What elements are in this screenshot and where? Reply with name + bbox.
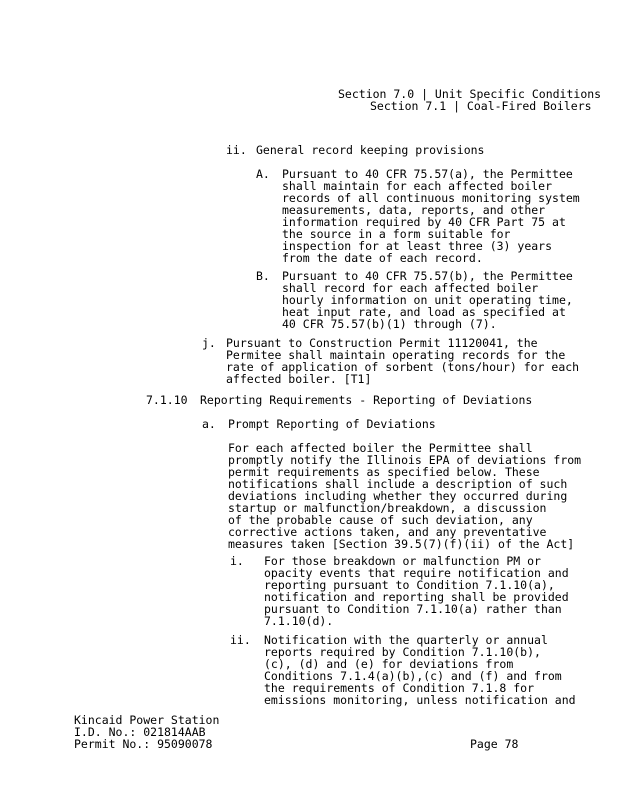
footer-id-number: I.D. No.: 021814AAB [74, 725, 206, 739]
item-A-line: records of all continuous monitoring system [282, 191, 580, 205]
section-title: Section 7.0 | Unit Specific Conditions [338, 87, 602, 101]
item-a-line: measures taken [Section 39.5(7)(f)(ii) of the Act] [228, 537, 575, 551]
sub-i-line: notification and reporting shall be provided [264, 590, 569, 604]
item-B-line: Pursuant to 40 CFR 75.57(b), the Permittee [282, 269, 573, 283]
item-a-line: permit requirements as specified below. These [228, 465, 540, 479]
item-a-line: startup or malfunction/breakdown, a discussion [228, 501, 547, 515]
item-B-line: hourly information on unit operating time, [282, 293, 573, 307]
sub-i-line: 7.1.10(d). [264, 614, 334, 628]
item-A-line: inspection for at least three (3) years [282, 239, 553, 253]
item-A-line: measurements, data, reports, and other [282, 203, 546, 217]
item-A-paragraph [282, 168, 580, 264]
item-A-line: shall maintain for each affected boiler [282, 179, 553, 193]
sub-i-line: For those breakdown or malfunction PM or [264, 554, 541, 568]
footer-permit-number: Permit No.: 95090078 [74, 737, 213, 751]
item-a-line: promptly notify the Illinois EPA of deviations from [228, 453, 582, 467]
sub-ii-paragraph [264, 634, 576, 706]
item-A-line: Pursuant to 40 CFR 75.57(a), the Permittee [282, 167, 573, 181]
sub-ii-line: (c), (d) and (e) for deviations from [264, 657, 514, 671]
sub-i-label: i. [230, 554, 244, 568]
item-ii-label: ii. [226, 143, 247, 157]
footer-facility: Kincaid Power Station [74, 713, 220, 727]
item-B-line: heat input rate, and load as specified at [282, 305, 566, 319]
item-j-line: Permitee shall maintain operating records for the [226, 348, 566, 362]
item-a-paragraph [228, 442, 581, 550]
item-A-line: from the date of each record. [282, 251, 483, 265]
item-A-line: information required by 40 CFR Part 75 at [282, 215, 566, 229]
page-number: Page 78 [470, 737, 519, 751]
sub-ii-label: ii. [230, 633, 251, 647]
sub-ii-line: reports required by Condition 7.1.10(b), [264, 645, 541, 659]
item-a-line: notifications shall include a description of such [228, 477, 568, 491]
item-B-line: 40 CFR 75.57(b)(1) through (7). [282, 317, 497, 331]
sub-i-line: pursuant to Condition 7.1.10(a) rather than [264, 602, 562, 616]
sub-i-line: opacity events that require notification and [264, 566, 569, 580]
item-a-heading: Prompt Reporting of Deviations [228, 417, 436, 431]
item-a-line: corrective actions taken, and any preventative [228, 525, 547, 539]
item-a-line: of the probable cause of such deviation, any [228, 513, 533, 527]
item-j-label: j. [202, 336, 216, 350]
item-ii-heading: General record keeping provisions [256, 143, 485, 157]
sub-ii-line: Notification with the quarterly or annual [264, 633, 548, 647]
item-j-line: rate of application of sorbent (tons/hour) for each [226, 360, 580, 374]
item-B-paragraph [282, 270, 573, 330]
item-A-label: A. [256, 167, 270, 181]
sub-ii-line: emissions monitoring, unless notification and [264, 693, 576, 707]
section-7-1-10-number: 7.1.10 [146, 393, 188, 407]
sub-i-paragraph [264, 555, 569, 627]
subsection-title: Section 7.1 | Coal-Fired Boilers [370, 99, 592, 113]
item-a-line: deviations including whether they occurred during [228, 489, 568, 503]
item-a-line: For each affected boiler the Permittee shall [228, 441, 533, 455]
sub-i-line: reporting pursuant to Condition 7.1.10(a), [264, 578, 555, 592]
section-7-1-10-heading: Reporting Requirements - Reporting of Deviations [200, 393, 533, 407]
item-j-line: Pursuant to Construction Permit 11120041, the [226, 336, 538, 350]
item-B-label: B. [256, 269, 270, 283]
item-A-line: the source in a form suitable for [282, 227, 511, 241]
sub-ii-line: the requirements of Condition 7.1.8 for [264, 681, 535, 695]
item-j-line: affected boiler. [T1] [226, 372, 372, 386]
item-B-line: shall record for each affected boiler [282, 281, 539, 295]
item-j-paragraph [226, 337, 579, 385]
item-a-label: a. [202, 417, 216, 431]
sub-ii-line: Conditions 7.1.4(a)(b),(c) and (f) and from [264, 669, 562, 683]
